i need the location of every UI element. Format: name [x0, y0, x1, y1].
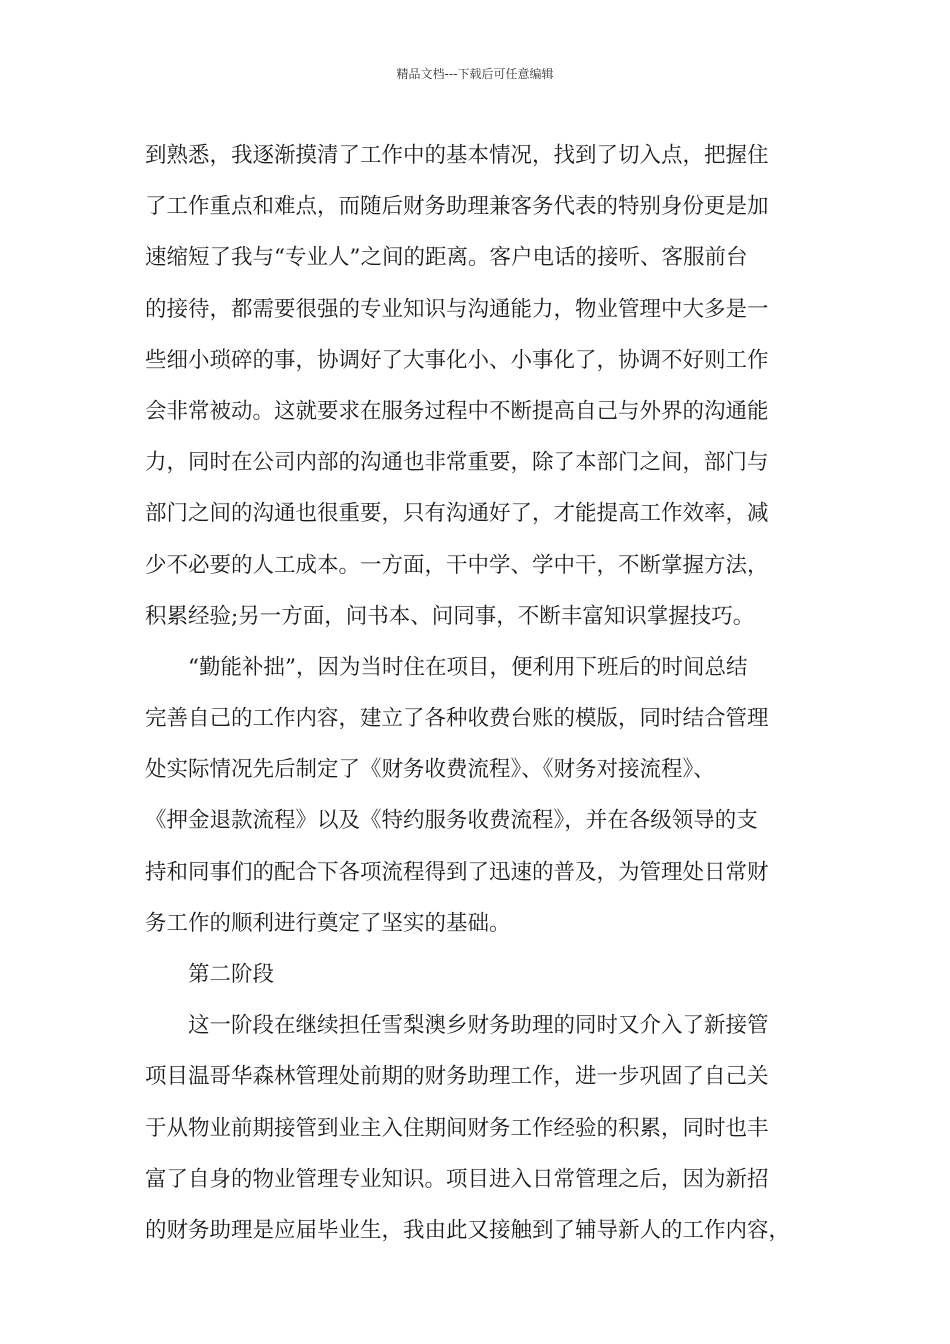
page-header: 精品文档---下载后可任意编辑 — [396, 67, 554, 81]
text-line: 部门之间的沟通也很重要，只有沟通好了，才能提高工作效率，减 — [145, 501, 769, 527]
text-line: 于从物业前期接管到业主入住期间财务工作经验的积累，同时也丰 — [145, 1115, 769, 1141]
text-line: 少不必要的人工成本。一方面，干中学、学中干，不断掌握方法， — [145, 552, 769, 578]
text-line: 的财务助理是应届毕业生，我由此又接触到了辅导新人的工作内容， — [145, 1217, 791, 1243]
text-line: 会非常被动。这就要求在服务过程中不断提高自己与外界的沟通能 — [145, 398, 769, 424]
text-line: 这一阶段在继续担任雪梨澳乡财务助理的同时又介入了新接管 — [188, 1013, 769, 1039]
text-line: 第二阶段 — [188, 962, 275, 987]
text-line: 项目温哥华森林管理处前期的财务助理工作，进一步巩固了自己关 — [145, 1064, 769, 1090]
text-line: 些细小琐碎的事，协调好了大事化小、小事化了，协调不好则工作 — [145, 347, 769, 373]
document-body — [145, 130, 825, 1256]
text-line: 处实际情况先后制定了《财务收费流程》、《财务对接流程》、 — [145, 757, 715, 783]
text-line: 力，同时在公司内部的沟通也非常重要，除了本部门之间，部门与 — [145, 450, 769, 476]
text-line: 务工作的顺利进行奠定了坚实的基础。 — [145, 910, 511, 936]
text-line: 到熟悉，我逐渐摸清了工作中的基本情况，找到了切入点，把握住 — [145, 143, 769, 168]
text-line: 富了自身的物业管理专业知识。项目进入日常管理之后，因为新招 — [145, 1166, 769, 1192]
text-line: 完善自己的工作内容，建立了各种收费台账的模版，同时结合管理 — [145, 706, 769, 732]
text-line: 《押金退款流程》以及《特约服务收费流程》，并在各级领导的支 — [145, 808, 758, 834]
text-line: 积累经验;另一方面，问书本、问同事，不断丰富知识掌握技巧。 — [145, 603, 755, 629]
text-line: 持和同事们的配合下各项流程得到了迅速的普及，为管理处日常财 — [145, 859, 769, 885]
text-line: 速缩短了我与“专业人”之间的距离。客户电话的接听、客服前台 — [145, 245, 748, 271]
text-line: 的接待，都需要很强的专业知识与沟通能力，物业管理中大多是一 — [145, 296, 769, 322]
text-line: 了工作重点和难点，而随后财务助理兼客务代表的特别身份更是加 — [145, 194, 769, 220]
text-line: “勤能补拙”，因为当时住在项目，便利用下班后的时间总结 — [188, 654, 748, 680]
